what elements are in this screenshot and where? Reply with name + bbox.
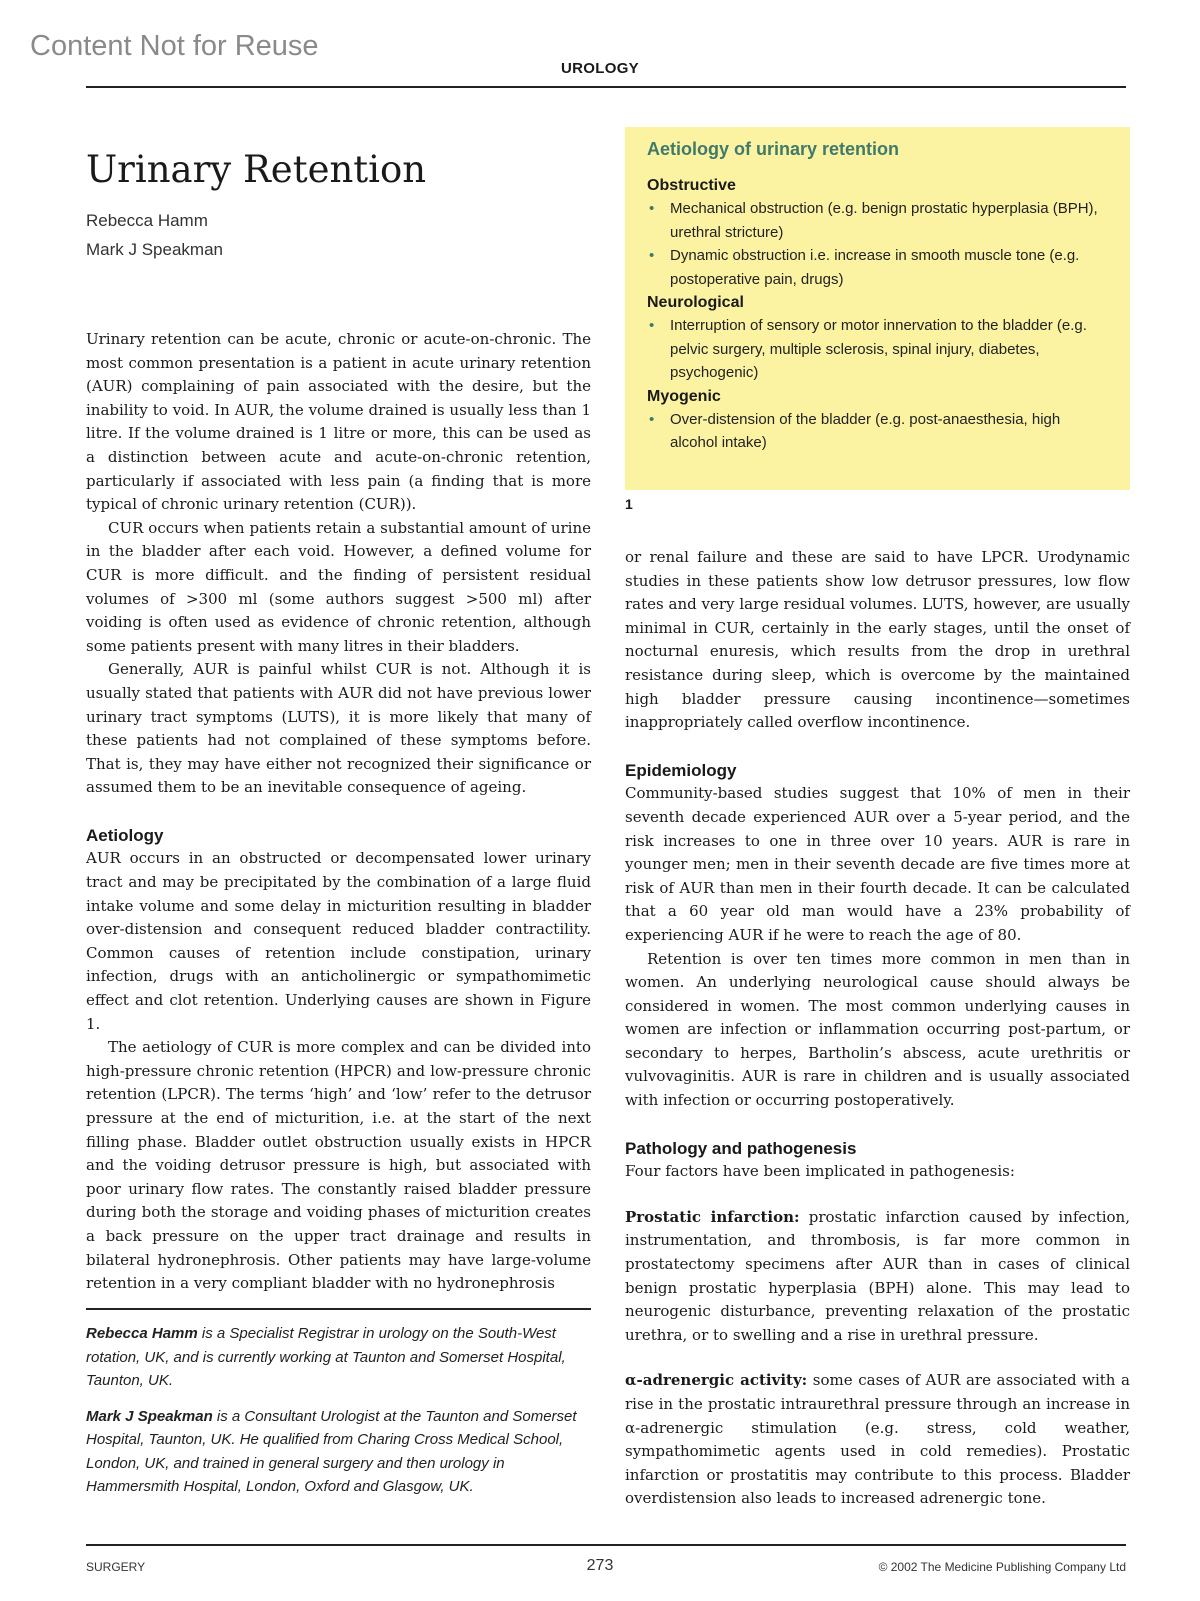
bullet-icon: • <box>649 247 655 264</box>
right-column <box>625 546 1130 1511</box>
body-paragraph: Four factors have been implicated in pathogenesis: <box>625 1162 1015 1181</box>
figure-category: Myogenic <box>647 387 721 405</box>
author-note-text: is a Consultant Urologist at the Taunton and Somerset Hospital, Taunton, UK. He qualified from Charing Cross Medical School, London, UK, and trained in general surgery and then urology in Hammersmith Hospital, London, Oxford and Glasgow, UK. <box>86 1407 577 1495</box>
factor-paragraph <box>625 1206 1130 1348</box>
figure-item-text: Interruption of sensory or motor innervation to the bladder (e.g. pelvic surgery, multiple sclerosis, spinal injury, diabetes, psychogenic) <box>670 317 1087 381</box>
figure-item-text: Dynamic obstruction i.e. increase in smooth muscle tone (e.g. postoperative pain, drugs) <box>670 247 1080 288</box>
factor-term: α-adrenergic activity: <box>625 1371 808 1390</box>
figure-list-item <box>647 197 1106 244</box>
figure-category: Obstructive <box>647 177 736 194</box>
page-number: 273 <box>586 1557 614 1574</box>
body-paragraph: Community-based studies suggest that 10% of men in their seventh decade experienced AUR over a 5-year period, and the risk increases to one in three over 10 years. AUR is rare in younger men; men in their seventh decade are five times more at risk of AUR than men in their fourth decade. It can be calculated that a 60 year old man would have a 23% probability of experiencing AUR if he were to reach the age of 80. <box>625 784 1130 944</box>
figure-list <box>647 314 1106 385</box>
header-rule <box>86 86 1126 88</box>
figure-list <box>647 197 1106 291</box>
author-notes-rule <box>86 1308 591 1310</box>
left-column <box>86 328 591 1296</box>
running-head: UROLOGY <box>561 60 639 77</box>
section-heading-epidemiology: Epidemiology <box>625 760 737 780</box>
figure-list-item <box>647 244 1106 291</box>
author-note <box>86 1322 591 1393</box>
journal-name: SURGERY <box>86 1560 146 1574</box>
section-heading-pathology: Pathology and pathogenesis <box>625 1138 857 1158</box>
figure-number: 1 <box>625 496 633 512</box>
bullet-icon: • <box>649 200 655 217</box>
author-name: Rebecca Hamm <box>86 211 208 230</box>
copyright: © 2002 The Medicine Publishing Company Ltd <box>878 1560 1126 1574</box>
body-paragraph: Generally, AUR is painful whilst CUR is not. Although it is usually stated that patients with AUR did not have previous lower urinary tract symptoms (LUTS), it is more likely that many of these patients had not complained of these symptoms before. That is, they may have either not recognized their significance or assumed them to be an inevitable consequence of ageing. <box>86 660 591 797</box>
body-paragraph: AUR occurs in an obstructed or decompensated lower urinary tract and may be precipitated by the combination of a large fluid intake volume and some delay in micturition resulting in bladder over-distension and consequent reduced bladder contractility. Common causes of retention include constipation, urinary infection, drugs with an anticholinergic or sympathomimetic effect and clot retention. Underlying causes are shown in Figure 1. <box>86 849 591 1033</box>
section-heading-aetiology: Aetiology <box>86 825 164 845</box>
author-note <box>86 1405 591 1499</box>
body-paragraph: or renal failure and these are said to have LPCR. Urodynamic studies in these patients show low detrusor pressures, low flow rates and very large residual volumes. LUTS, however, are usually minimal in CUR, certainly in the early stages, until the onset of nocturnal enuresis, which results from the drop in urethral resistance during sleep, which is overcome by the maintained high bladder pressure causing incontinence—sometimes inappropriately called overflow incontinence. <box>625 548 1130 732</box>
factor-text: some cases of AUR are associated with a rise in the prostatic intraurethral pressure through an increase in α-adrenergic stimulation (e.g. stress, cold weather, sympathomimetic agents used in cold remedies). Prostatic infarction or prostatitis may contribute to this process. Bladder overdistension also leads to increased adrenergic tone. <box>625 1371 1130 1508</box>
figure-list-item <box>647 408 1106 455</box>
author-notes <box>86 1322 591 1499</box>
factor-paragraph <box>625 1369 1130 1511</box>
figure-item-text: Mechanical obstruction (e.g. benign prostatic hyperplasia (BPH), urethral stricture) <box>670 200 1098 241</box>
article-title: Urinary Retention <box>86 148 427 191</box>
author-note-name: Rebecca Hamm <box>86 1325 198 1342</box>
figure-list-item <box>647 314 1106 385</box>
author-name: Mark J Speakman <box>86 240 223 259</box>
figure-title: Aetiology of urinary retention <box>647 139 900 159</box>
figure-box <box>625 127 1130 490</box>
bullet-icon: • <box>649 410 655 428</box>
factor-text: prostatic infarction caused by infection, instrumentation, and thrombosis, is far more common in prostatectomy specimens after AUR than in cases of clinical benign prostatic hyperplasia (BPH) alone. This may lead to neurogenic disturbance, preventing relaxation of the prostatic urethra, or to swelling and a rise in urethral pressure. <box>625 1207 1130 1344</box>
body-paragraph: Urinary retention can be acute, chronic or acute-on-chronic. The most common presentation is a patient in acute urinary retention (AUR) complaining of pain associated with the desire, but the inability to void. In AUR, the volume drained is usually less than 1 litre. If the volume drained is 1 litre or more, this can be used as a distinction between acute and acute-on-chronic retention, particularly if associated with less pain (a finding that is more typical of chronic urinary retention (CUR)). <box>86 330 591 514</box>
factor-term: Prostatic infarction: <box>625 1207 800 1226</box>
body-paragraph: The aetiology of CUR is more complex and can be divided into high-pressure chronic retention (HPCR) and low-pressure chronic retention (LPCR). The terms ‘high’ and ‘low’ refer to the detrusor pressure at the end of micturition, i.e. at the start of the next filling phase. Bladder outlet obstruction usually exists in HPCR and the voiding detrusor pressure is high, but associated with poor urinary flow rates. The constantly raised bladder pressure during both the storage and voiding phases of micturition creates a back pressure on the upper tract drainage and results in bilateral hydronephrosis. Other patients may have large-volume retention in a very compliant bladder with no hydronephrosis <box>86 1038 591 1293</box>
author-note-name: Mark J Speakman <box>86 1407 213 1425</box>
figure-item-text: Over-distension of the bladder (e.g. post-anaesthesia, high alcohol intake) <box>670 410 1061 451</box>
body-paragraph: CUR occurs when patients retain a substantial amount of urine in the bladder after each void. However, a defined volume for CUR is more difficult. and the finding of persistent residual volumes of >300 ml (some authors suggest >500 ml) after voiding is often used as evidence of chronic retention, although some patients present with many litres in their bladders. <box>86 518 591 655</box>
bullet-icon: • <box>649 317 655 334</box>
author-note-text: is a Specialist Registrar in urology on the South-West rotation, UK, and is currently working at Taunton and Somerset Hospital, Taunton, UK. <box>86 1325 566 1389</box>
body-paragraph: Retention is over ten times more common in men than in women. An underlying neurological cause should always be considered in women. The most common underlying causes in women are infection or inflammation occurring post-partum, or secondary to herpes, Bartholin’s abscess, acute urethritis or vulvovaginitis. AUR is rare in children and is usually associated with infection or occurring postoperatively. <box>625 949 1130 1110</box>
watermark: Content Not for Reuse <box>30 30 319 62</box>
figure-category: Neurological <box>647 294 744 311</box>
footer-rule <box>86 1544 1126 1546</box>
figure-list <box>647 408 1106 455</box>
